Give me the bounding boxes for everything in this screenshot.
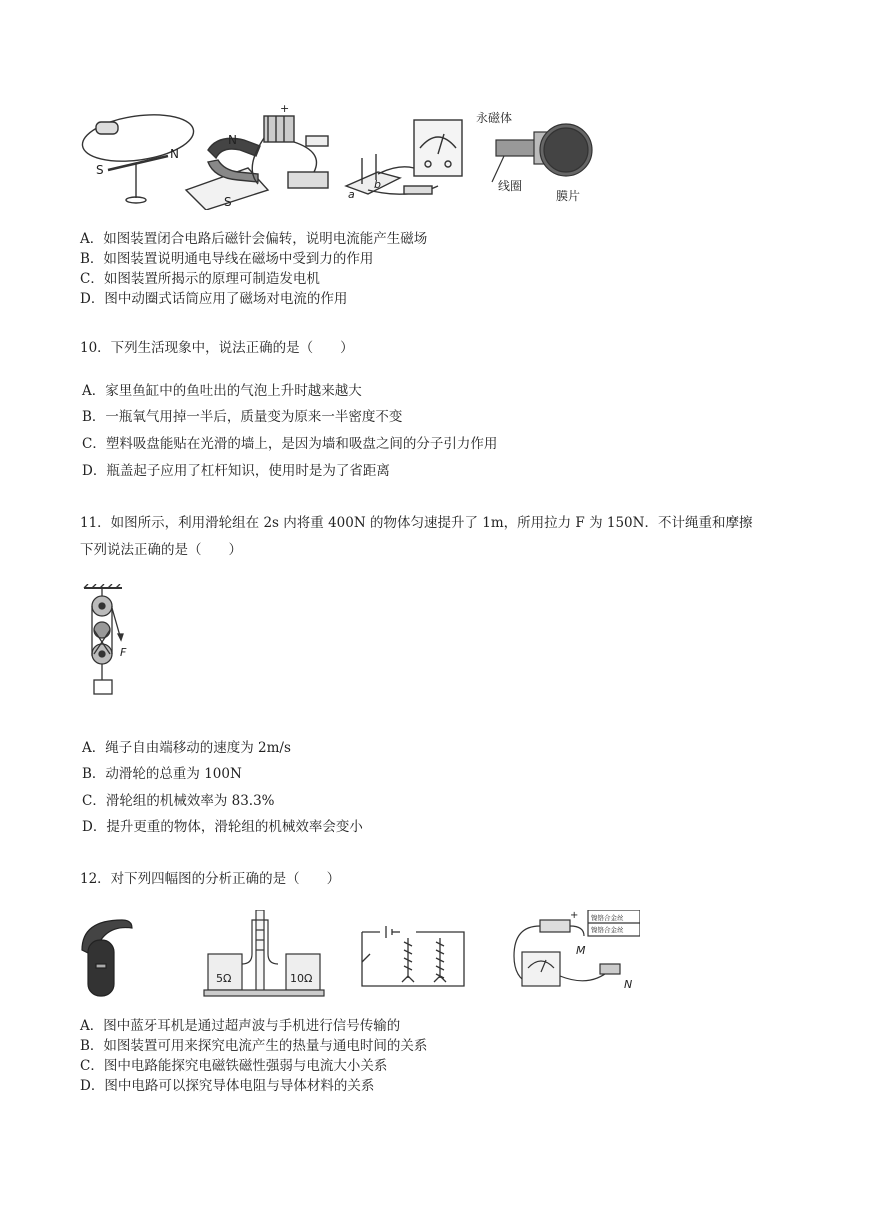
q12-label-wire2: 镍铬合金丝 [591, 926, 624, 934]
q9-fig2-label-n: N [228, 133, 237, 147]
q12-figures-svg [80, 910, 640, 1006]
q9-option-a: A．如图装置闭合电路后磁针会偏转，说明电流能产生磁场 [80, 231, 428, 247]
q12-label-n: N [624, 978, 633, 991]
q12-option-a: A．图中蓝牙耳机是通过超声波与手机进行信号传输的 [80, 1018, 401, 1034]
q12-option-c: C．图中电路能探究电磁铁磁性强弱与电流大小关系 [80, 1058, 388, 1074]
q12-fig1-earphone [82, 920, 132, 996]
q11-option-b: B．动滑轮的总重为 100N [82, 766, 242, 782]
q9-option-d: D．图中动圈式话筒应用了磁场对电流的作用 [80, 291, 348, 307]
q12-figure-strip [80, 910, 640, 1006]
q9-figures-svg [78, 98, 598, 210]
q11-stem-line1: 11．如图所示，利用滑轮组在 2s 内将重 400N 的物体匀速提升了 1m，所用拉力 F 为 150N．不计绳重和摩擦 [80, 515, 753, 531]
q9-fig4-label-magnet: 永磁体 [476, 111, 513, 125]
q9-fig3-label-a: a [348, 188, 355, 201]
q11-label-f: F [120, 646, 127, 659]
q9-option-c: C．如图装置所揭示的原理可制造发电机 [80, 271, 320, 287]
q11-pulley-figure [80, 584, 140, 710]
q9-fig1-label-s: S [96, 163, 104, 177]
q9-fig3-label-b: b [374, 178, 381, 191]
q10-option-a: A．家里鱼缸中的鱼吐出的气泡上升时越来越大 [82, 383, 362, 399]
q9-fig2-label-plus: + [280, 102, 290, 115]
q9-fig4-microphone [492, 124, 592, 182]
q12-option-b: B．如图装置可用来探究电流产生的热量与通电时间的关系 [80, 1038, 428, 1054]
q11-stem-line2: 下列说法正确的是（ ） [80, 542, 242, 558]
q11-option-a: A．绳子自由端移动的速度为 2m/s [82, 740, 291, 756]
q12-fig3-electromagnet [362, 926, 464, 986]
q9-fig2-label-s: S [224, 195, 232, 209]
q9-fig4-label-coil: 线圈 [498, 179, 523, 193]
q11-option-d: D．提升更重的物体，滑轮组的机械效率会变小 [82, 819, 363, 835]
q10-option-c: C．塑料吸盘能贴在光滑的墙上，是因为墙和吸盘之间的分子引力作用 [82, 436, 498, 452]
q12-stem: 12．对下列四幅图的分析正确的是（ ） [80, 871, 341, 887]
q10-option-d: D．瓶盖起子应用了杠杆知识，使用时是为了省距离 [82, 463, 390, 479]
q11-pulley-svg [80, 584, 140, 710]
q12-label-m: M [576, 944, 586, 957]
q10-stem: 10．下列生活现象中，说法正确的是（ ） [80, 340, 354, 356]
q9-fig1-label-n: N [170, 147, 179, 161]
q12-label-wire1: 镍铬合金丝 [591, 914, 624, 922]
q9-option-b: B．如图装置说明通电导线在磁场中受到力的作用 [80, 251, 374, 267]
q12-label-5ohm: 5Ω [216, 972, 232, 985]
q9-fig3-induction [346, 120, 462, 194]
q12-fig4-label-plus: + [570, 910, 579, 921]
q12-option-d: D．图中电路可以探究导体电阻与导体材料的关系 [80, 1078, 375, 1094]
q11-option-c: C．滑轮组的机械效率为 83.3% [82, 793, 275, 809]
q12-label-10ohm: 10Ω [290, 972, 313, 985]
q9-figure-strip [78, 98, 598, 210]
q9-fig4-label-membrane: 膜片 [556, 189, 581, 203]
q10-option-b: B．一瓶氧气用掉一半后，质量变为原来一半密度不变 [82, 409, 403, 425]
q9-fig2-motor [186, 116, 328, 210]
